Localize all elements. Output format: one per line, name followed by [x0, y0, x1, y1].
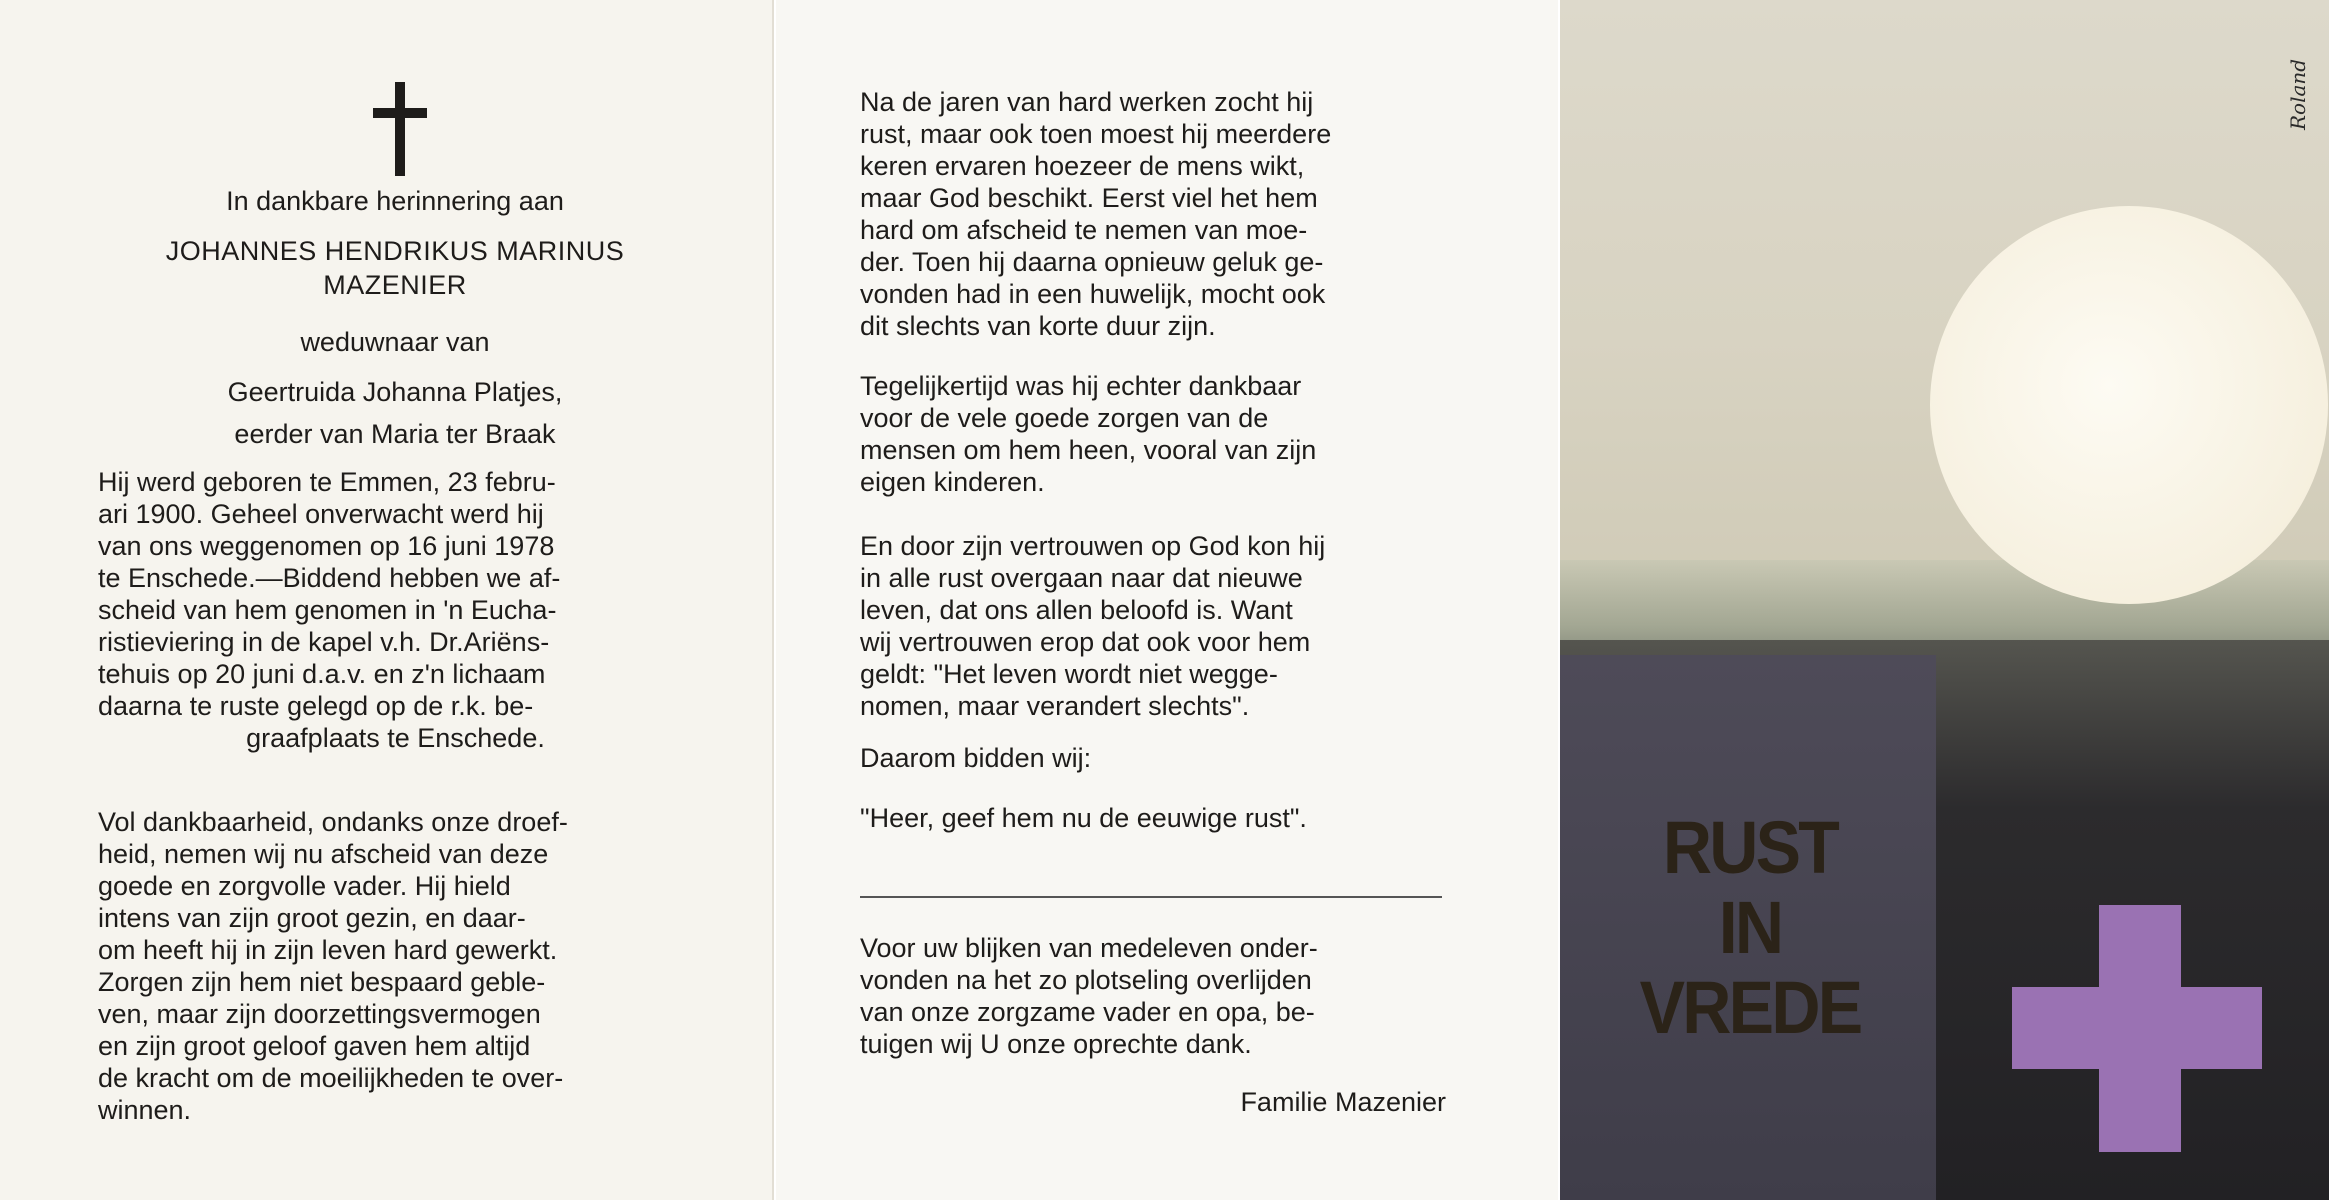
- paragraph-line: in alle rust overgaan naar dat nieuwe: [860, 563, 1303, 593]
- bio-line: daarna te ruste gelegd op de r.k. be-: [98, 691, 534, 721]
- bio-line: te Enschede.—Biddend hebben we af-: [98, 563, 561, 593]
- tribute-line: en zijn groot geloof gaven hem altijd: [98, 1031, 531, 1061]
- paragraph-line: der. Toen hij daarna opnieuw geluk ge-: [860, 247, 1324, 277]
- rip-line-2: IN: [1718, 886, 1782, 969]
- gratitude-paragraph: [860, 370, 1446, 498]
- rip-line-3: VREDE: [1639, 966, 1861, 1049]
- bio-line: tehuis op 20 juni d.a.v. en z'n lichaam: [98, 659, 546, 689]
- paragraph-line: geldt: "Het leven wordt niet wegge-: [860, 659, 1278, 689]
- artist-signature: [2286, 30, 2314, 130]
- closing-years-paragraph: [860, 86, 1446, 342]
- thanks-line: van onze zorgzame vader en opa, be-: [860, 997, 1315, 1027]
- dedication-line: [90, 185, 700, 217]
- prayer-intro-text: Daarom bidden wij:: [860, 743, 1092, 773]
- divider-line: [860, 896, 1442, 898]
- family-signoff: Familie Mazenier: [1240, 1087, 1446, 1117]
- tribute-line: de kracht om de moeilijkheden te over-: [98, 1063, 564, 1093]
- bio-line: Hij werd geboren te Emmen, 23 febru-: [98, 467, 556, 497]
- thanks-line: Voor uw blijken van medeleven onder-: [860, 933, 1318, 963]
- thanks-paragraph: [860, 932, 1446, 1060]
- spouse-1: Geertruida Johanna Platjes,: [227, 377, 563, 407]
- dedication-text: In dankbare herinnering aan: [226, 186, 564, 216]
- paragraph-line: Tegelijkertijd was hij echter dankbaar: [860, 371, 1302, 401]
- prayer-text: "Heer, geef hem nu de eeuwige rust".: [860, 803, 1307, 833]
- tribute-line: winnen.: [98, 1095, 192, 1125]
- tribute-line: heid, nemen wij nu afscheid van deze: [98, 839, 549, 869]
- tribute-line: ven, maar zijn doorzettingsvermogen: [98, 999, 541, 1029]
- paragraph-line: wij vertrouwen erop dat ook voor hem: [860, 627, 1311, 657]
- paragraph-line: vonden had in een huwelijk, mocht ook: [860, 279, 1326, 309]
- prayer: [860, 802, 1446, 834]
- faith-paragraph: [860, 530, 1446, 722]
- paragraph-line: leven, dat ons allen beloofd is. Want: [860, 595, 1293, 625]
- tribute-line: intens van zijn groot gezin, en daar-: [98, 903, 526, 933]
- widower-line: [90, 326, 700, 358]
- paragraph-line: mensen om hem heen, vooral van zijn: [860, 435, 1317, 465]
- paragraph-line: En door zijn vertrouwen op God kon hij: [860, 531, 1326, 561]
- paragraph-line: dit slechts van korte duur zijn.: [860, 311, 1216, 341]
- prayer-intro: [860, 742, 1446, 774]
- signoff: [860, 1086, 1446, 1118]
- bio-line: graafplaats te Enschede.: [246, 723, 545, 753]
- thanks-line: tuigen wij U onze oprechte dank.: [860, 1029, 1252, 1059]
- rest-in-peace-text: [1594, 808, 1907, 1048]
- deceased-name: [90, 235, 700, 301]
- tribute-line: Vol dankbaarheid, ondanks onze droef-: [98, 807, 568, 837]
- paragraph-line: voor de vele goede zorgen van de: [860, 403, 1269, 433]
- bio-line: ristieviering in de kapel v.h. Dr.Ariëns-: [98, 627, 550, 657]
- signature-text: Roland: [2286, 58, 2310, 130]
- spouse-2: eerder van Maria ter Braak: [234, 419, 556, 449]
- paragraph-line: keren ervaren hoezeer de mens wikt,: [860, 151, 1305, 181]
- moon-icon: [1930, 206, 2328, 604]
- paragraph-line: maar God beschikt. Eerst viel het hem: [860, 183, 1318, 213]
- cross-icon: [373, 82, 427, 176]
- widower-text: weduwnaar van: [300, 327, 490, 357]
- bio-line: scheid van hem genomen in 'n Eucha-: [98, 595, 557, 625]
- name-line-1: JOHANNES HENDRIKUS MARINUS: [165, 236, 625, 266]
- thanks-line: vonden na het zo plotseling overlijden: [860, 965, 1312, 995]
- bio-line: van ons weggenomen op 16 juni 1978: [98, 531, 555, 561]
- paragraph-line: nomen, maar verandert slechts".: [860, 691, 1250, 721]
- tribute-line: Zorgen zijn hem niet bespaard geble-: [98, 967, 546, 997]
- paragraph-line: Na de jaren van hard werken zocht hij: [860, 87, 1314, 117]
- tribute-paragraph: [98, 806, 693, 1126]
- paragraph-line: rust, maar ook toen moest hij meerdere: [860, 119, 1332, 149]
- paragraph-line: eigen kinderen.: [860, 467, 1045, 497]
- purple-cross-arm: [2012, 987, 2262, 1069]
- name-line-2: MAZENIER: [323, 270, 467, 300]
- biography-paragraph: [98, 466, 693, 754]
- paragraph-line: hard om afscheid te nemen van moe-: [860, 215, 1308, 245]
- bio-line: ari 1900. Geheel onverwacht werd hij: [98, 499, 544, 529]
- spouses: [90, 376, 700, 450]
- tribute-line: goede en zorgvolle vader. Hij hield: [98, 871, 511, 901]
- rip-line-1: RUST: [1662, 806, 1838, 889]
- tribute-line: om heeft hij in zijn leven hard gewerkt.: [98, 935, 558, 965]
